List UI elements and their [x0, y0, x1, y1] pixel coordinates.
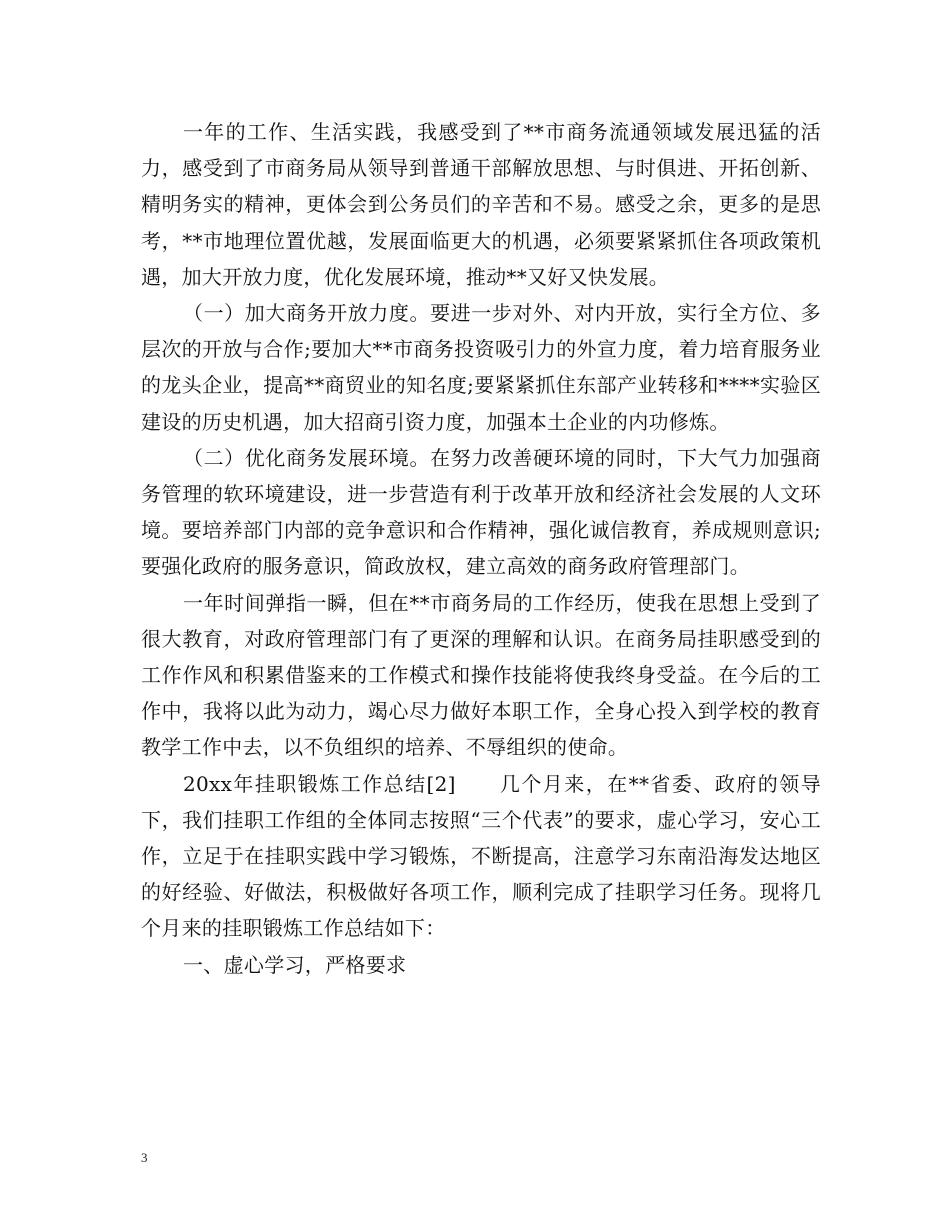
paragraph-expand-opening: （一）加大商务开放力度。要进一步对外、对内开放，实行全方位、多层次的开放与合作;要加大**市商务投资吸引力的外宣力度，着力培育服务业的龙头企业，提高**商贸业的知名度;要紧紧抓住东部产业转移和****实验区建设的历史机遇，加大招商引资力度，加强本土企业的内功修炼。	[141, 301, 821, 434]
page-number: 3	[141, 1150, 148, 1165]
paragraph-one-year-summary: 一年时间弹指一瞬，但在**市商务局的工作经历，使我在思想上受到了很大教育，对政府管理部门有了更深的理解和认识。在商务局挂职感受到的工作作风和积累借鉴来的工作模式和操作技能将使我终身受益。在今后的工作中，我将以此为动力，竭心尽力做好本职工作，全身心投入到学校的教育教学工作中去，以不负组织的培养、不辱组织的使命。	[141, 590, 821, 760]
paragraph-experience-reflection: 一年的工作、生活实践，我感受到了**市商务流通领域发展迅猛的活力，感受到了市商务局从领导到普通干部解放思想、与时俱进、开拓创新、精明务实的精神，更体会到公务员们的辛苦和不易。感受之余，更多的是思考，**市地理位置优越，发展面临更大的机遇，必须要紧紧抓住各项政策机遇，加大开放力度，优化发展环境，推动**又好又快发展。	[141, 120, 821, 289]
document-body	[141, 114, 821, 983]
paragraph-summary-intro: 20xx年挂职锻炼工作总结[2] 几个月来，在**省委、政府的领导下，我们挂职工作组的全体同志按照“三个代表”的要求，虚心学习，安心工作，立足于在挂职实践中学习锻炼，不断提高，注意学习东南沿海发达地区的好经验、好做法，积极做好各项工作，顺利完成了挂职学习任务。现将几个月来的挂职锻炼工作总结如下：	[141, 771, 821, 941]
paragraph-optimize-environment: （二）优化商务发展环境。在努力改善硬环境的同时，下大气力加强商务管理的软环境建设，进一步营造有利于改革开放和经济社会发展的人文环境。要培养部门内部的竞争意识和合作精神，强化诚信教育，养成规则意识;要强化政府的服务意识，简政放权，建立高效的商务政府管理部门。	[141, 445, 821, 579]
section-heading: 一、虚心学习，严格要求	[183, 952, 407, 977]
